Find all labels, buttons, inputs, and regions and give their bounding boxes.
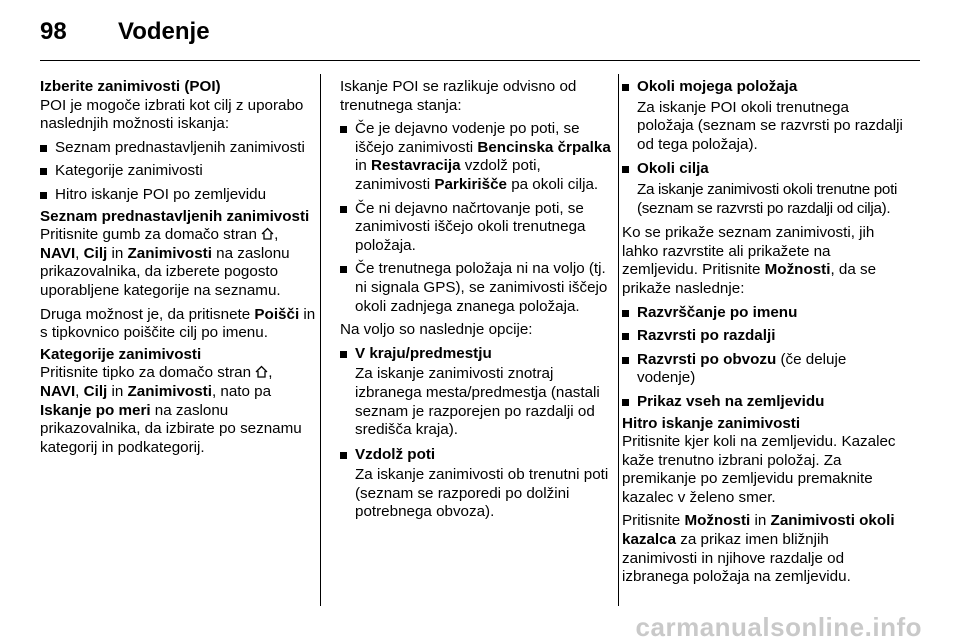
paragraph: Pritisnite kjer koli na zemljevidu. Kazalec kaže trenutno izbrani položaj. Za premikanje po zemljevidu premaknite kazalec v želeno smer. <box>622 433 896 506</box>
list-item: Razvrščanje po imenu <box>622 304 906 323</box>
paragraph: Na voljo so naslednje opcije: <box>340 321 533 339</box>
column-1 <box>40 78 316 462</box>
list-item: Prikaz vseh na zemljevidu <box>622 393 906 412</box>
home-icon <box>255 365 268 378</box>
list-item: Seznam prednastavljenih zanimivosti <box>40 139 316 158</box>
heading-poi-categories: Kategorije zanimivosti <box>40 345 202 363</box>
header-rule <box>40 60 920 61</box>
list-item: Vzdolž poti <box>340 446 612 465</box>
bullet-icon <box>622 310 629 317</box>
paragraph: Ko se prikaže seznam zanimivosti, jih lahko razvrstite ali prikažete na zemljevidu. Pritisnite Možnosti, da se prikaže naslednje: <box>622 224 877 297</box>
bullet-icon <box>340 351 347 358</box>
bullet-icon <box>40 168 47 175</box>
bullet-icon <box>340 266 347 273</box>
column-divider-1 <box>320 74 321 606</box>
option-description: Za iskanje zanimivosti znotraj izbranega mesta/predmestja (nastali seznam je razporejen po razdalji od središča kraja). <box>355 365 600 439</box>
list-item: Če ni dejavno načrtovanje poti, se zanimivosti iščejo okoli trenutnega položaja. <box>340 200 612 256</box>
home-icon <box>261 227 274 240</box>
list-item: Če je dejavno vodenje po poti, se iščejo zanimivosti Bencinska črpalka in Restavracija vzdolž poti, zanimivosti Parkirišče pa okoli cilja. <box>340 120 612 194</box>
option-description: Za iskanje zanimivosti okoli trenutne poti (seznam se razvrsti po razdalji od cilja). <box>637 180 898 217</box>
list-item: V kraju/predmestju <box>340 345 612 364</box>
page-number: 98 <box>40 18 67 45</box>
heading-quick-poi: Hitro iskanje zanimivosti <box>622 414 801 432</box>
option-description: Za iskanje POI okoli trenutnega položaja (seznam se razvrsti po razdalji od tega položaja). <box>637 98 903 153</box>
list-item: Okoli mojega položaja <box>622 78 906 97</box>
bullet-icon <box>622 357 629 364</box>
paragraph: Iskanje POI se razlikuje odvisno od trenutnega stanja: <box>340 78 577 114</box>
page-header <box>40 14 920 54</box>
bullet-icon <box>340 126 347 133</box>
column-divider-2 <box>618 74 619 606</box>
bullet-icon <box>40 192 47 199</box>
paragraph: Pritisnite gumb za domačo stran , NAVI, Cilj in Zanimivosti na zaslonu prikazovalnika, da izberete pogosto uporabljene kategorije na seznamu. <box>40 226 290 299</box>
heading-preset-poi: Seznam prednastavljenih zanimivosti <box>40 207 310 225</box>
bullet-icon <box>622 399 629 406</box>
paragraph: Pritisnite tipko za domačo stran , NAVI, Cilj in Zanimivosti, nato pa Iskanje po meri na zaslonu prikazovalnika, da izbirate po seznamu kategorij in podkategorij. <box>40 364 302 456</box>
list-item: Razvrsti po obvozu (če deluje vodenje) <box>622 351 906 388</box>
list-item: Okoli cilja <box>622 160 906 179</box>
list-item: Hitro iskanje POI po zemljevidu <box>40 186 316 205</box>
section-title: Vodenje <box>118 18 210 45</box>
bullet-icon <box>340 452 347 459</box>
paragraph: Druga možnost je, da pritisnete Poišči in s tipkovnico poiščite cilj po imenu. <box>40 305 316 342</box>
column-3 <box>622 78 906 592</box>
list-item: Razvrsti po razdalji <box>622 327 906 346</box>
watermark: carmanualsonline.info <box>635 612 922 642</box>
bullet-icon <box>340 206 347 213</box>
heading-poi: Izberite zanimivosti (POI) <box>40 78 221 95</box>
option-description: Za iskanje zanimivosti ob trenutni poti (seznam se razporedi po dolžini potrebnega obvoza). <box>355 466 609 521</box>
paragraph: Pritisnite Možnosti in Zanimivosti okoli kazalca za prikaz imen bližnjih zanimivosti in njihove razdalje od izbranega položaja na zemljevidu. <box>622 512 895 586</box>
bullet-icon <box>622 166 629 173</box>
column-2 <box>340 78 612 528</box>
list-item: Kategorije zanimivosti <box>40 162 316 181</box>
bullet-icon <box>40 145 47 152</box>
list-item: Če trenutnega položaja ni na voljo (tj. ni signala GPS), se zanimivosti iščejo okoli zadnjega znanega položaja. <box>340 260 612 316</box>
bullet-icon <box>622 84 629 91</box>
paragraph: POI je mogoče izbrati kot cilj z uporabo naslednjih možnosti iskanja: <box>40 96 304 133</box>
bullet-icon <box>622 333 629 340</box>
